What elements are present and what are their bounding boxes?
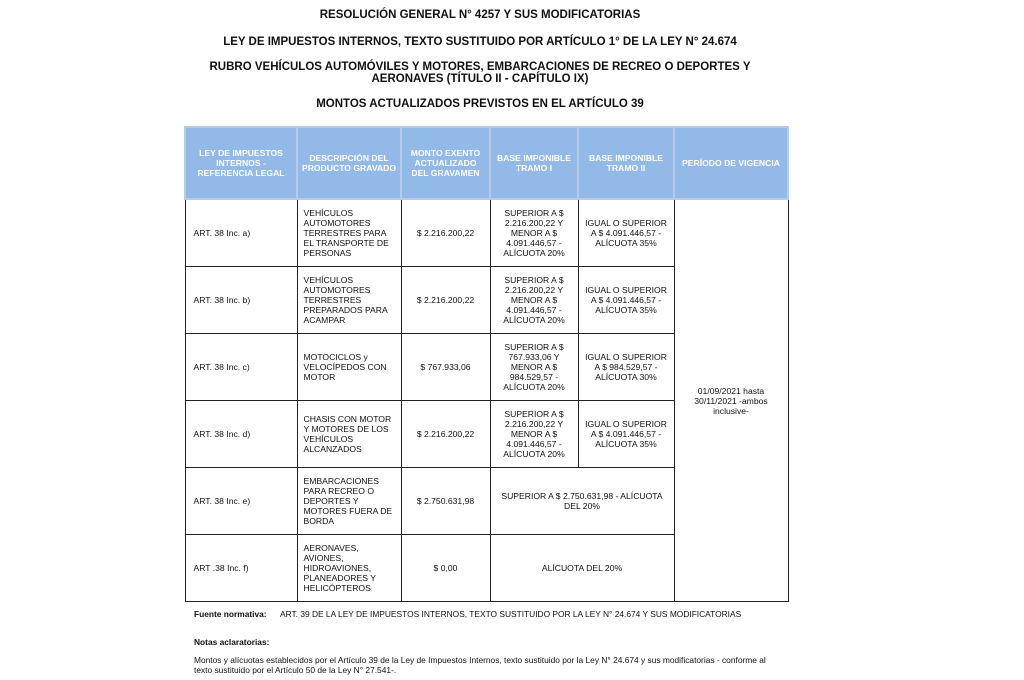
cell-descripcion: VEHÍCULOS AUTOMOTORES TERRESTRES PREPARADOS PARA ACAMPAR (297, 267, 401, 334)
cell-referencia: ART. 38 Inc. e) (185, 468, 297, 535)
title-montos: MONTOS ACTUALIZADOS PREVISTOS EN EL ARTÍCULO 39 (316, 98, 644, 110)
cell-tramo-merged: SUPERIOR A $ 2.750.631,98 - ALÍCUOTA DEL 20% (490, 468, 674, 535)
cell-monto: $ 2.750.631,98 (401, 468, 490, 535)
cell-tramo-2: IGUAL O SUPERIOR A $ 984.529,57 - ALÍCUOTA 30% (578, 334, 674, 401)
header-tramo-1: BASE IMPONIBLE TRAMO I (490, 127, 578, 199)
title-resolucion: RESOLUCIÓN GENERAL N° 4257 Y SUS MODIFICATORIAS (319, 9, 641, 21)
title-ley: LEY DE IMPUESTOS INTERNOS, TEXTO SUSTITUIDO POR ARTÍCULO 1° DE LA LEY N° 24.674 (223, 36, 737, 48)
notas-title: Notas aclaratorias: (194, 637, 270, 647)
fuente-label: Fuente normativa: (194, 609, 267, 619)
header-monto: MONTO EXENTO ACTUALIZADO DEL GRAVAMEN (401, 127, 490, 199)
cell-referencia: ART. 38 Inc. d) (185, 401, 297, 468)
cell-tramo-1: SUPERIOR A $ 767.933,06 Y MENOR A $ 984.529,57 - ALÍCUOTA 20% (490, 334, 578, 401)
cell-referencia: ART .38 Inc. f) (185, 535, 297, 602)
cell-descripcion: CHASIS CON MOTOR Y MOTORES DE LOS VEHÍCULOS ALCANZADOS (297, 401, 401, 468)
cell-referencia: ART. 38 Inc. c) (185, 334, 297, 401)
title-rubro: RUBRO VEHÍCULOS AUTOMÓVILES Y MOTORES, EMBARCACIONES DE RECREO O DEPORTES Y AERONAVES (TÍTULO II - CAPÍTULO IX) (209, 61, 751, 85)
notas-text: Montos y alícuotas establecidos por el Artículo 39 de la Ley de Impuestos Internos, texto sustituido por la Ley N° 24.674 y sus modificatorias - conforme al texto sustituido por el Artículo 50 de la Ley N° 27.541-. (194, 655, 766, 675)
cell-tramo-1: SUPERIOR A $ 2.216.200,22 Y MENOR A $ 4.091.446,57 - ALÍCUOTA 20% (490, 199, 578, 267)
cell-monto: $ 0,00 (401, 535, 490, 602)
cell-tramo-1: SUPERIOR A $ 2.216.200,22 Y MENOR A $ 4.091.446,57 - ALÍCUOTA 20% (490, 401, 578, 468)
table-header-row (185, 127, 788, 199)
cell-monto: $ 767.933,06 (401, 334, 490, 401)
cell-monto: $ 2.216.200,22 (401, 401, 490, 468)
cell-tramo-1: SUPERIOR A $ 2.216.200,22 Y MENOR A $ 4.091.446,57 - ALÍCUOTA 20% (490, 267, 578, 334)
cell-tramo-2: IGUAL O SUPERIOR A $ 4.091.446,57 - ALÍCUOTA 35% (578, 267, 674, 334)
cell-monto: $ 2.216.200,22 (401, 267, 490, 334)
cell-tramo-2: IGUAL O SUPERIOR A $ 4.091.446,57 - ALÍCUOTA 35% (578, 401, 674, 468)
cell-descripcion: VEHÍCULOS AUTOMOTORES TERRESTRES PARA EL TRANSPORTE DE PERSONAS (297, 199, 401, 267)
header-vigencia: PERÍODO DE VIGENCIA (674, 127, 788, 199)
cell-descripcion: EMBARCACIONES PARA RECREO O DEPORTES Y MOTORES FUERA DE BORDA (297, 468, 401, 535)
header-referencia: LEY DE IMPUESTOS INTERNOS - REFERENCIA LEGAL (185, 127, 297, 199)
header-descripcion: DESCRIPCIÓN DEL PRODUCTO GRAVADO (297, 127, 401, 199)
cell-vigencia: 01/09/2021 hasta 30/11/2021 -ambos inclusive- (674, 199, 788, 602)
cell-referencia: ART. 38 Inc. a) (185, 199, 297, 267)
cell-descripcion: MOTOCICLOS y VELOCÍPEDOS CON MOTOR (297, 334, 401, 401)
fuente-normativa (194, 609, 784, 619)
cell-tramo-2: IGUAL O SUPERIOR A $ 4.091.446,57 - ALÍCUOTA 35% (578, 199, 674, 267)
fuente-text: ART. 39 DE LA LEY DE IMPUESTOS INTERNOS, TEXTO SUSTITUIDO POR LA LEY N° 24.674 Y SUS MODIFICATORIAS (280, 609, 742, 619)
cell-monto: $ 2.216.200,22 (401, 199, 490, 267)
header-tramo-2: BASE IMPONIBLE TRAMO II (578, 127, 674, 199)
cell-tramo-merged: ALÍCUOTA DEL 20% (490, 535, 674, 602)
cell-descripcion: AERONAVES, AVIONES, HIDROAVIONES, PLANEADORES Y HELICÓPTEROS (297, 535, 401, 602)
cell-referencia: ART. 38 Inc. b) (185, 267, 297, 334)
table-row (185, 199, 788, 267)
montos-table (184, 126, 789, 602)
